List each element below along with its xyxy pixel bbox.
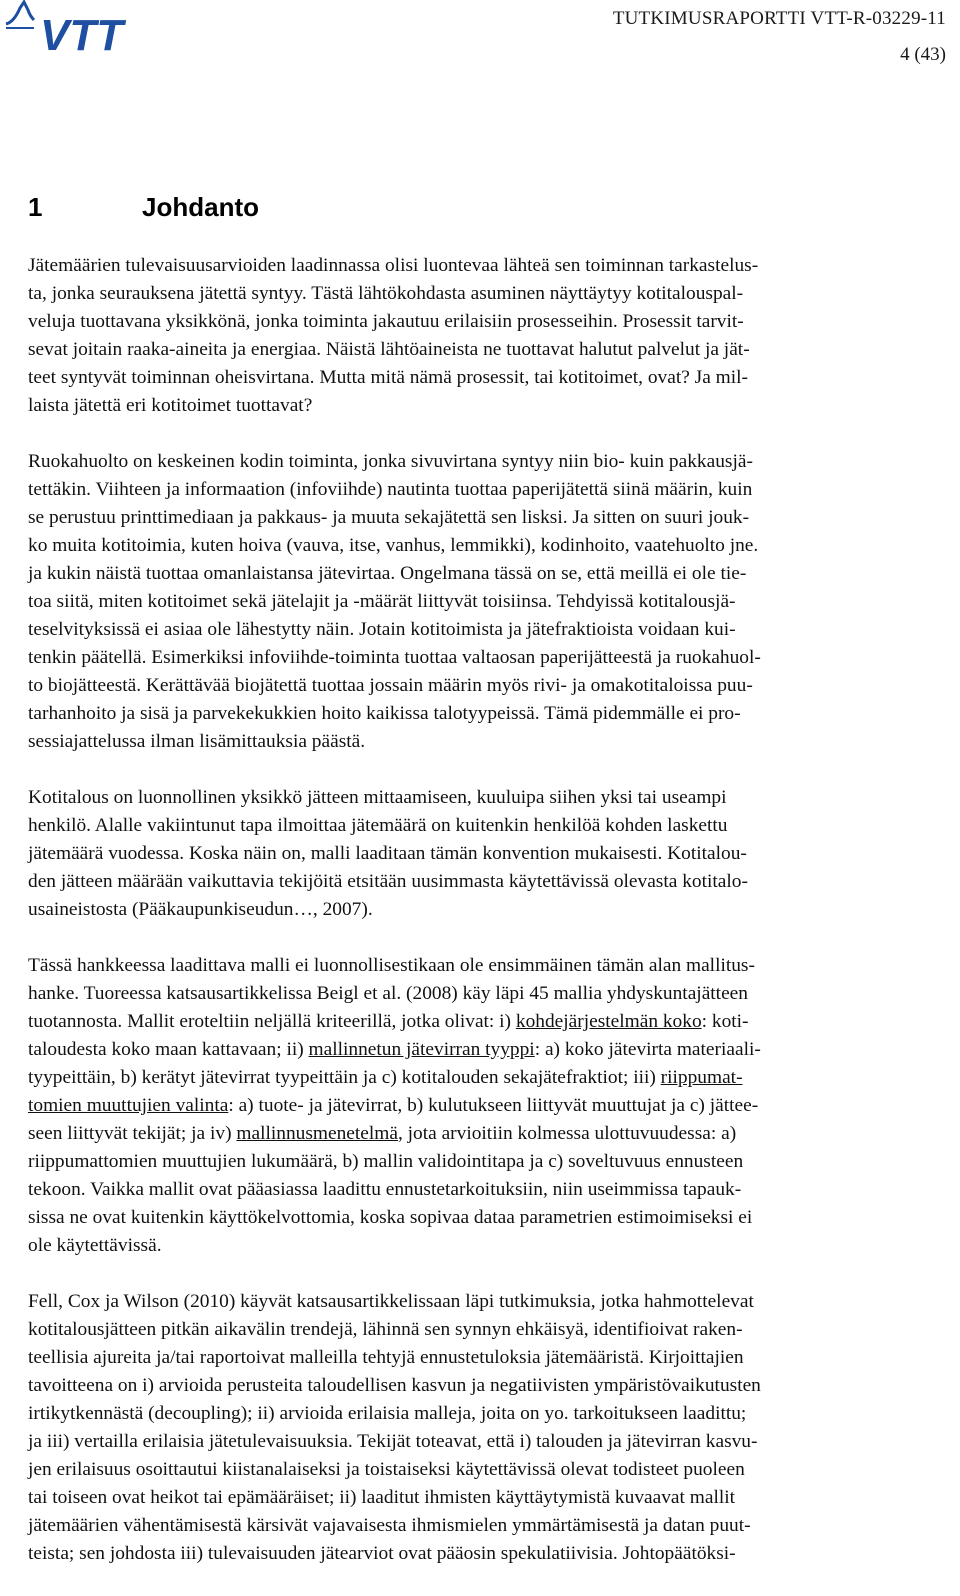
vtt-logo xyxy=(4,0,156,56)
text-line: teista; sen johdosta iii) tulevaisuuden jätearviot ovat pääosin spekulatiivisia. Johtopäätöksi- xyxy=(28,1543,736,1564)
text-line: seen liittyvät tekijät; ja iv) mallinnusmenetelmä, jota arvioitiin kolmessa ulottuvuudessa: a) xyxy=(28,1123,737,1144)
text-line: ko muita kotitoimia, kuten hoiva (vauva, itse, vanhus, lemmikki), kodinhoito, vaatehuolto jne. xyxy=(28,535,759,556)
section-heading xyxy=(28,192,259,223)
section-title: Johdanto xyxy=(142,192,259,222)
text-line: jen erilaisuus osoittautui kiistanalaiseksi ja toistaiseksi käytettävissä olevat todisteet puoleen xyxy=(28,1459,745,1480)
underlined-term: riippumat- xyxy=(660,1067,743,1088)
text-line: tettäkin. Viihteen ja informaation (infoviihde) nautinta tuottaa paperijätettä siinä määrin, kuin xyxy=(28,479,753,500)
text-line: tyypeittäin, b) kerätyt jätevirrat tyypeittäin ja c) kotitalouden sekajätefraktiot; iii) riippumat- xyxy=(28,1067,743,1088)
text-line: teselvityksissä ei asiaa ole lähestytty näin. Jotain kotitoimista ja jätefraktioista voidaan kui- xyxy=(28,619,736,640)
text-line: toa siitä, miten kotitoimet sekä jätelajit ja -määrät liittyvät toisiinsa. Tehdyissä kotitalousjä- xyxy=(28,591,736,612)
text-line: Fell, Cox ja Wilson (2010) käyvät katsausartikkelissaan läpi tutkimuksia, jotka hahmottelevat xyxy=(28,1291,754,1312)
paragraph xyxy=(28,784,948,924)
text-line: sissa ne ovat kuitenkin käyttökelvottomia, koska sopivaa dataa parametrien estimoimiseksi ei xyxy=(28,1207,753,1228)
text-line: ta, jonka seurauksena jätettä syntyy. Tästä lähtökohdasta asuminen näyttäytyy kotitalouspal- xyxy=(28,283,744,304)
text-line: tekoon. Vaikka mallit ovat pääasiassa laadittu ennustetarkoituksiin, niin useimmissa tapauk- xyxy=(28,1179,742,1200)
text-line: jätemäärä vuodessa. Koska näin on, malli laaditaan tämän konvention mukaisesti. Kotitalou- xyxy=(28,843,747,864)
text-line: Kotitalous on luonnollinen yksikkö jätteen mittaamiseen, kuuluipa siihen yksi tai useampi xyxy=(28,787,727,808)
underlined-term: tomien muuttujien valinta xyxy=(28,1095,229,1116)
text-line: jätemäärien vähentämisestä kärsivät vajavaisesta ihmismielen ymmärtämisestä ja datan puut- xyxy=(28,1515,751,1536)
section-number: 1 xyxy=(28,192,43,222)
text-line: tavoitteena on i) arvioida perusteita taloudellisen kasvun ja negatiivisten ympäristövaikutusten xyxy=(28,1375,761,1396)
text-line: tenkin päätellä. Esimerkiksi infoviihde-toiminta tuottaa valtaosan paperijätteestä ja ruokahuol- xyxy=(28,647,761,668)
paragraph xyxy=(28,952,948,1260)
text-line: ole käytettävissä. xyxy=(28,1235,162,1256)
text-line: Jätemäärien tulevaisuusarvioiden laadinnassa olisi luontevaa lähteä sen toiminnan tarkastelus- xyxy=(28,255,759,276)
text-line: ja kukin näistä tuottaa omanlaistansa jätevirtaa. Ongelmana tässä on se, että meillä ei ole tie- xyxy=(28,563,747,584)
underlined-term: kohdejärjestelmän koko xyxy=(515,1011,702,1032)
text-line: teet syntyvät toiminnan oheisvirtana. Mutta mitä nämä prosessit, tai kotitoimet, ovat? Ja mil- xyxy=(28,367,749,388)
paragraph xyxy=(28,252,948,420)
text-line: se perustuu printtimediaan ja pakkaus- ja muuta sekajätettä sen lisksi. Ja sitten on suuri jouk- xyxy=(28,507,750,528)
logo-text: VTT xyxy=(40,11,124,56)
text-line: veluja tuottavana yksikkönä, jonka toiminta jakautuu erilaisiin prosesseihin. Prosessit tarvit- xyxy=(28,311,744,332)
underlined-term: mallinnetun jätevirran tyyppi xyxy=(308,1039,535,1060)
logo-wave-icon xyxy=(6,2,34,24)
text-line: ja iii) vertailla erilaisia jätetulevaisuuksia. Tekijät toteavat, että i) talouden ja jätevirran kasvu- xyxy=(28,1431,758,1452)
text-line: tarhanhoito ja sisä ja parvekekukkien hoito kaikissa talotyypeissä. Tämä pidemmälle ei pro- xyxy=(28,703,741,724)
text-line: riippumattomien muuttujien lukumäärä, b) mallin validointitapa ja c) soveltuvuus ennusteen xyxy=(28,1151,744,1172)
report-id: TUTKIMUSRAPORTTI VTT-R-03229-11 xyxy=(612,8,946,29)
paragraph xyxy=(28,448,948,756)
text-line: hanke. Tuoreessa katsausartikkelissa Beigl et al. (2008) käy läpi 45 mallia yhdyskuntajätteen xyxy=(28,983,748,1004)
text-line: kotitalousjätteen pitkän aikavälin trendejä, lähinnä sen synnyn ehkäisyä, identifioivat raken- xyxy=(28,1319,743,1340)
page-number: 4 (43) xyxy=(900,44,946,65)
text-line: irtikytkennästä (decoupling); ii) arvioida erilaisia malleja, joita on yo. tarkoitukseen laadittu; xyxy=(28,1403,747,1424)
text-line: Ruokahuolto on keskeinen kodin toiminta, jonka sivuvirtana syntyy niin bio- kuin pakkausjä- xyxy=(28,451,753,472)
text-line: tuotannosta. Mallit eroteltiin neljällä kriteerillä, jotka olivat: i) kohdejärjestelmän koko: koti- xyxy=(28,1011,749,1032)
text-line: tomien muuttujien valinta: a) tuote- ja jätevirrat, b) kulutukseen liittyvät muuttujat ja c) jättee- xyxy=(28,1095,759,1116)
text-line: taloudesta koko maan kattavaan; ii) mallinnetun jätevirran tyyppi: a) koko jätevirta materiaali- xyxy=(28,1039,761,1060)
text-line: usaineistosta (Pääkaupunkiseudun…, 2007). xyxy=(28,899,373,920)
text-line: Tässä hankkeessa laadittava malli ei luonnollisestikaan ole ensimmäinen tämän alan mallitus- xyxy=(28,955,755,976)
text-line: laista jätettä eri kotitoimet tuottavat? xyxy=(28,395,313,416)
text-line: sevat joitain raaka-aineita ja energiaa. Näistä lähtöaineista ne tuottavat halutut palvelut ja jät- xyxy=(28,339,750,360)
underlined-term: mallinnusmenetelmä xyxy=(236,1123,398,1144)
text-line: den jätteen määrään vaikuttavia tekijöitä etsitään uusimmasta käytettävissä olevasta kotitalo- xyxy=(28,871,748,892)
text-line: tai toiseen ovat heikot tai epämääräiset; ii) laaditut ihmisten käyttäytymistä kuvaavat mallit xyxy=(28,1487,736,1508)
text-line: henkilö. Alalle vakiintunut tapa ilmoittaa jätemäärä on kuitenkin henkilöä kohden laskettu xyxy=(28,815,728,836)
paragraph xyxy=(28,1288,948,1568)
text-line: sessiajattelussa ilman lisämittauksia päästä. xyxy=(28,731,366,752)
text-line: teellisia ajureita ja/tai raportoivat malleilla tehtyjä ennustetuloksia jätemääristä. Kirjoittajien xyxy=(28,1347,744,1368)
body-text xyxy=(28,252,948,1596)
text-line: to biojätteestä. Kerättävää biojätettä tuottaa jossain määrin myös rivi- ja omakotitaloissa puu- xyxy=(28,675,753,696)
